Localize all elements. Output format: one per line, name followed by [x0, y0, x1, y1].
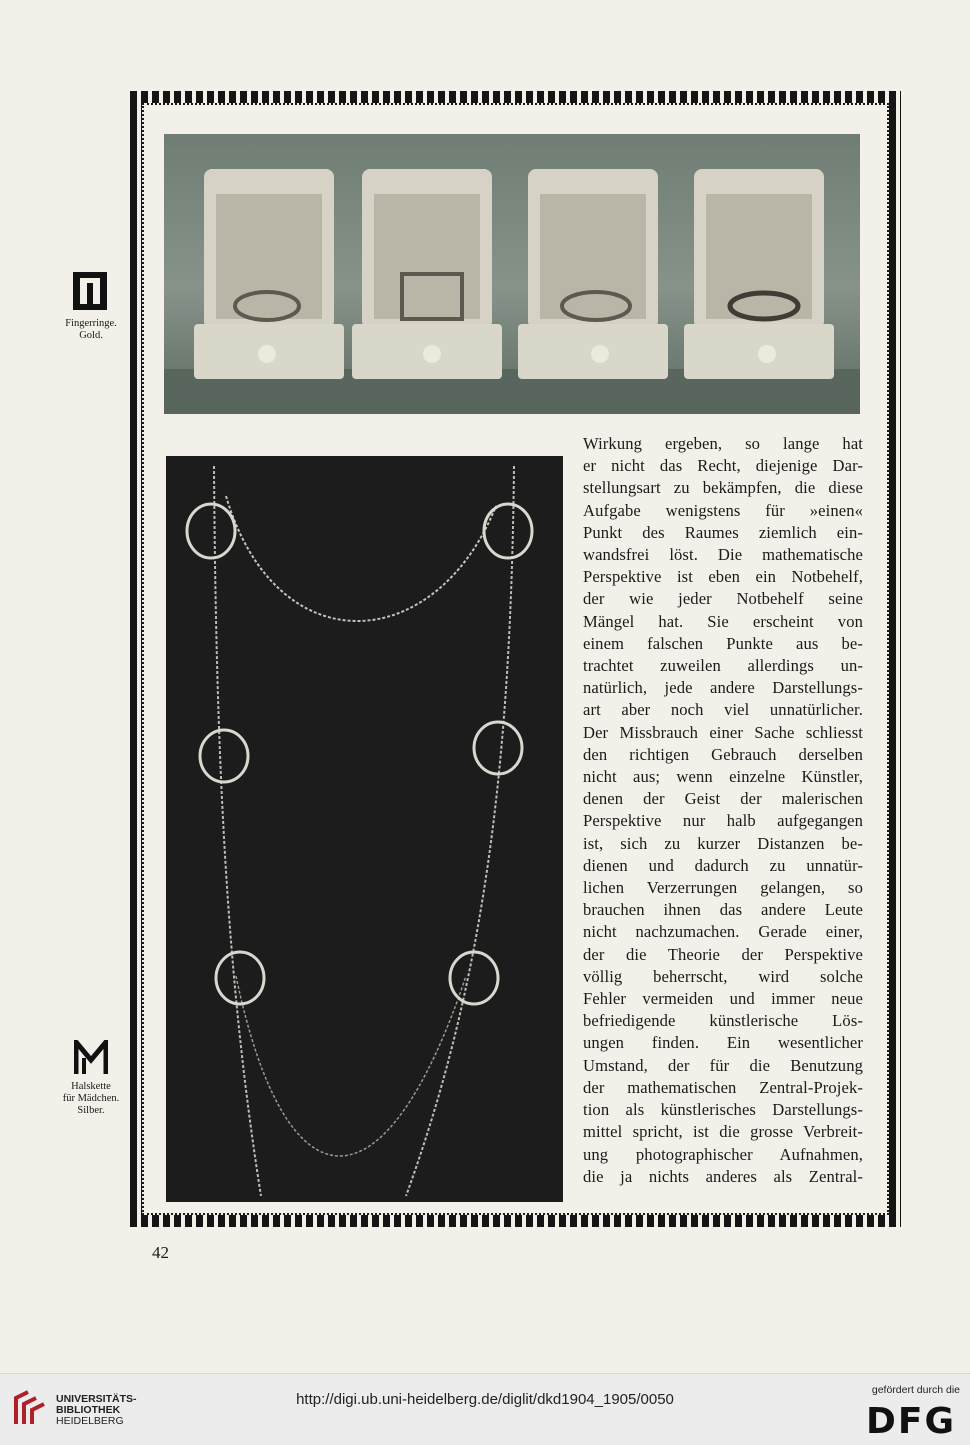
ring-box-4 [684, 169, 834, 379]
text-line: er nicht das Recht, diejenige Dar- [583, 456, 863, 476]
necklace-photo [166, 456, 563, 1202]
text-line: tion als künstlerisches Darstellungs- [583, 1100, 863, 1120]
text-line: einem falschen Punkte aus be- [583, 633, 863, 653]
rings-caption-text: Fingerringe. Gold. [65, 318, 117, 341]
monogram-logo-2 [74, 1040, 108, 1076]
text-line: der wie jeder Notbehelf seine [583, 589, 863, 609]
text-line: ist, sich zu kurzer Distanzen be- [583, 833, 863, 853]
text-line: lichen Verzerrungen gelangen, so [583, 878, 863, 898]
dfg-logo: DFG [865, 1401, 956, 1442]
text-line: Perspektive ist eben ein Notbehelf, [583, 567, 863, 587]
monogram-logo-1 [72, 271, 108, 311]
text-line: ung photographischer Aufnahmen, [583, 1144, 863, 1164]
text-line: nicht aus; wenn einzelne Künstler, [583, 767, 863, 787]
text-line: befriedigende künstlerische Lös- [583, 1011, 863, 1031]
text-line: Mängel hat. Sie erscheint von [583, 611, 863, 631]
text-line: stellungsart zu bekämpfen, die diese [583, 478, 863, 498]
text-line: mittel spricht, ist die grosse Verbreit- [583, 1122, 863, 1142]
text-line: trachtet zuweilen allerdings un- [583, 656, 863, 676]
text-line: die ja nichts anderes als Zentral- [583, 1166, 863, 1186]
necklace-caption-text: Halskette für Mädchen. Silber. [62, 1081, 120, 1116]
library-name-line1: UNIVERSITÄTS- [56, 1393, 137, 1405]
text-line: Fehler vermeiden und immer neue [583, 989, 863, 1009]
text-line: denen der Geist der malerischen [583, 789, 863, 809]
ring-box-2 [352, 169, 502, 379]
ring-box-3 [518, 169, 668, 379]
ring-box-1 [194, 169, 344, 379]
text-line: den richtigen Gebrauch derselben [583, 744, 863, 764]
necklace-illustration [166, 456, 563, 1202]
text-line: der die Theorie der Perspektive [583, 944, 863, 964]
text-line: Umstand, der für die Benutzung [583, 1055, 863, 1075]
body-text [583, 433, 863, 1188]
text-line: Wirkung ergeben, so lange hat [583, 434, 863, 453]
text-line: art aber noch viel unnatürlicher. [583, 700, 863, 720]
text-line: natürlich, jede andere Darstellungs- [583, 678, 863, 698]
text-line: der mathematischen Zentral-Projek- [583, 1077, 863, 1097]
text-line: ungen finden. Ein wesentlicher [583, 1033, 863, 1053]
text-line: brauchen ihnen das andere Leute [583, 900, 863, 920]
text-line: völlig beherrscht, wird solche [583, 966, 863, 986]
permalink-url[interactable]: http://digi.ub.uni-heidelberg.de/diglit/dkd1904_1905/0050 [296, 1391, 674, 1408]
library-name-line3: HEIDELBERG [56, 1415, 124, 1427]
ring-boxes-illustration [164, 134, 860, 414]
text-line: Punkt des Raumes ziemlich ein- [583, 522, 863, 542]
text-line: Perspektive nur halb aufgegangen [583, 811, 863, 831]
footer-bar [0, 1373, 970, 1445]
ring-boxes-photo [164, 134, 860, 414]
sponsor-label: gefördert durch die [871, 1384, 960, 1396]
text-line: Der Missbrauch einer Sache schliesst [583, 722, 863, 742]
text-line: wandsfrei löst. Die mathematische [583, 545, 863, 565]
rings-caption [56, 318, 126, 342]
page-number: 42 [152, 1243, 169, 1262]
text-line: dienen und dadurch zu unnatür- [583, 855, 863, 875]
text-line: nicht nachzumachen. Gerade einer, [583, 922, 863, 942]
necklace-caption [56, 1081, 126, 1117]
library-name-line2: BIBLIOTHEK [56, 1404, 121, 1416]
text-line: Aufgabe wenigstens für »einen« [583, 500, 863, 520]
